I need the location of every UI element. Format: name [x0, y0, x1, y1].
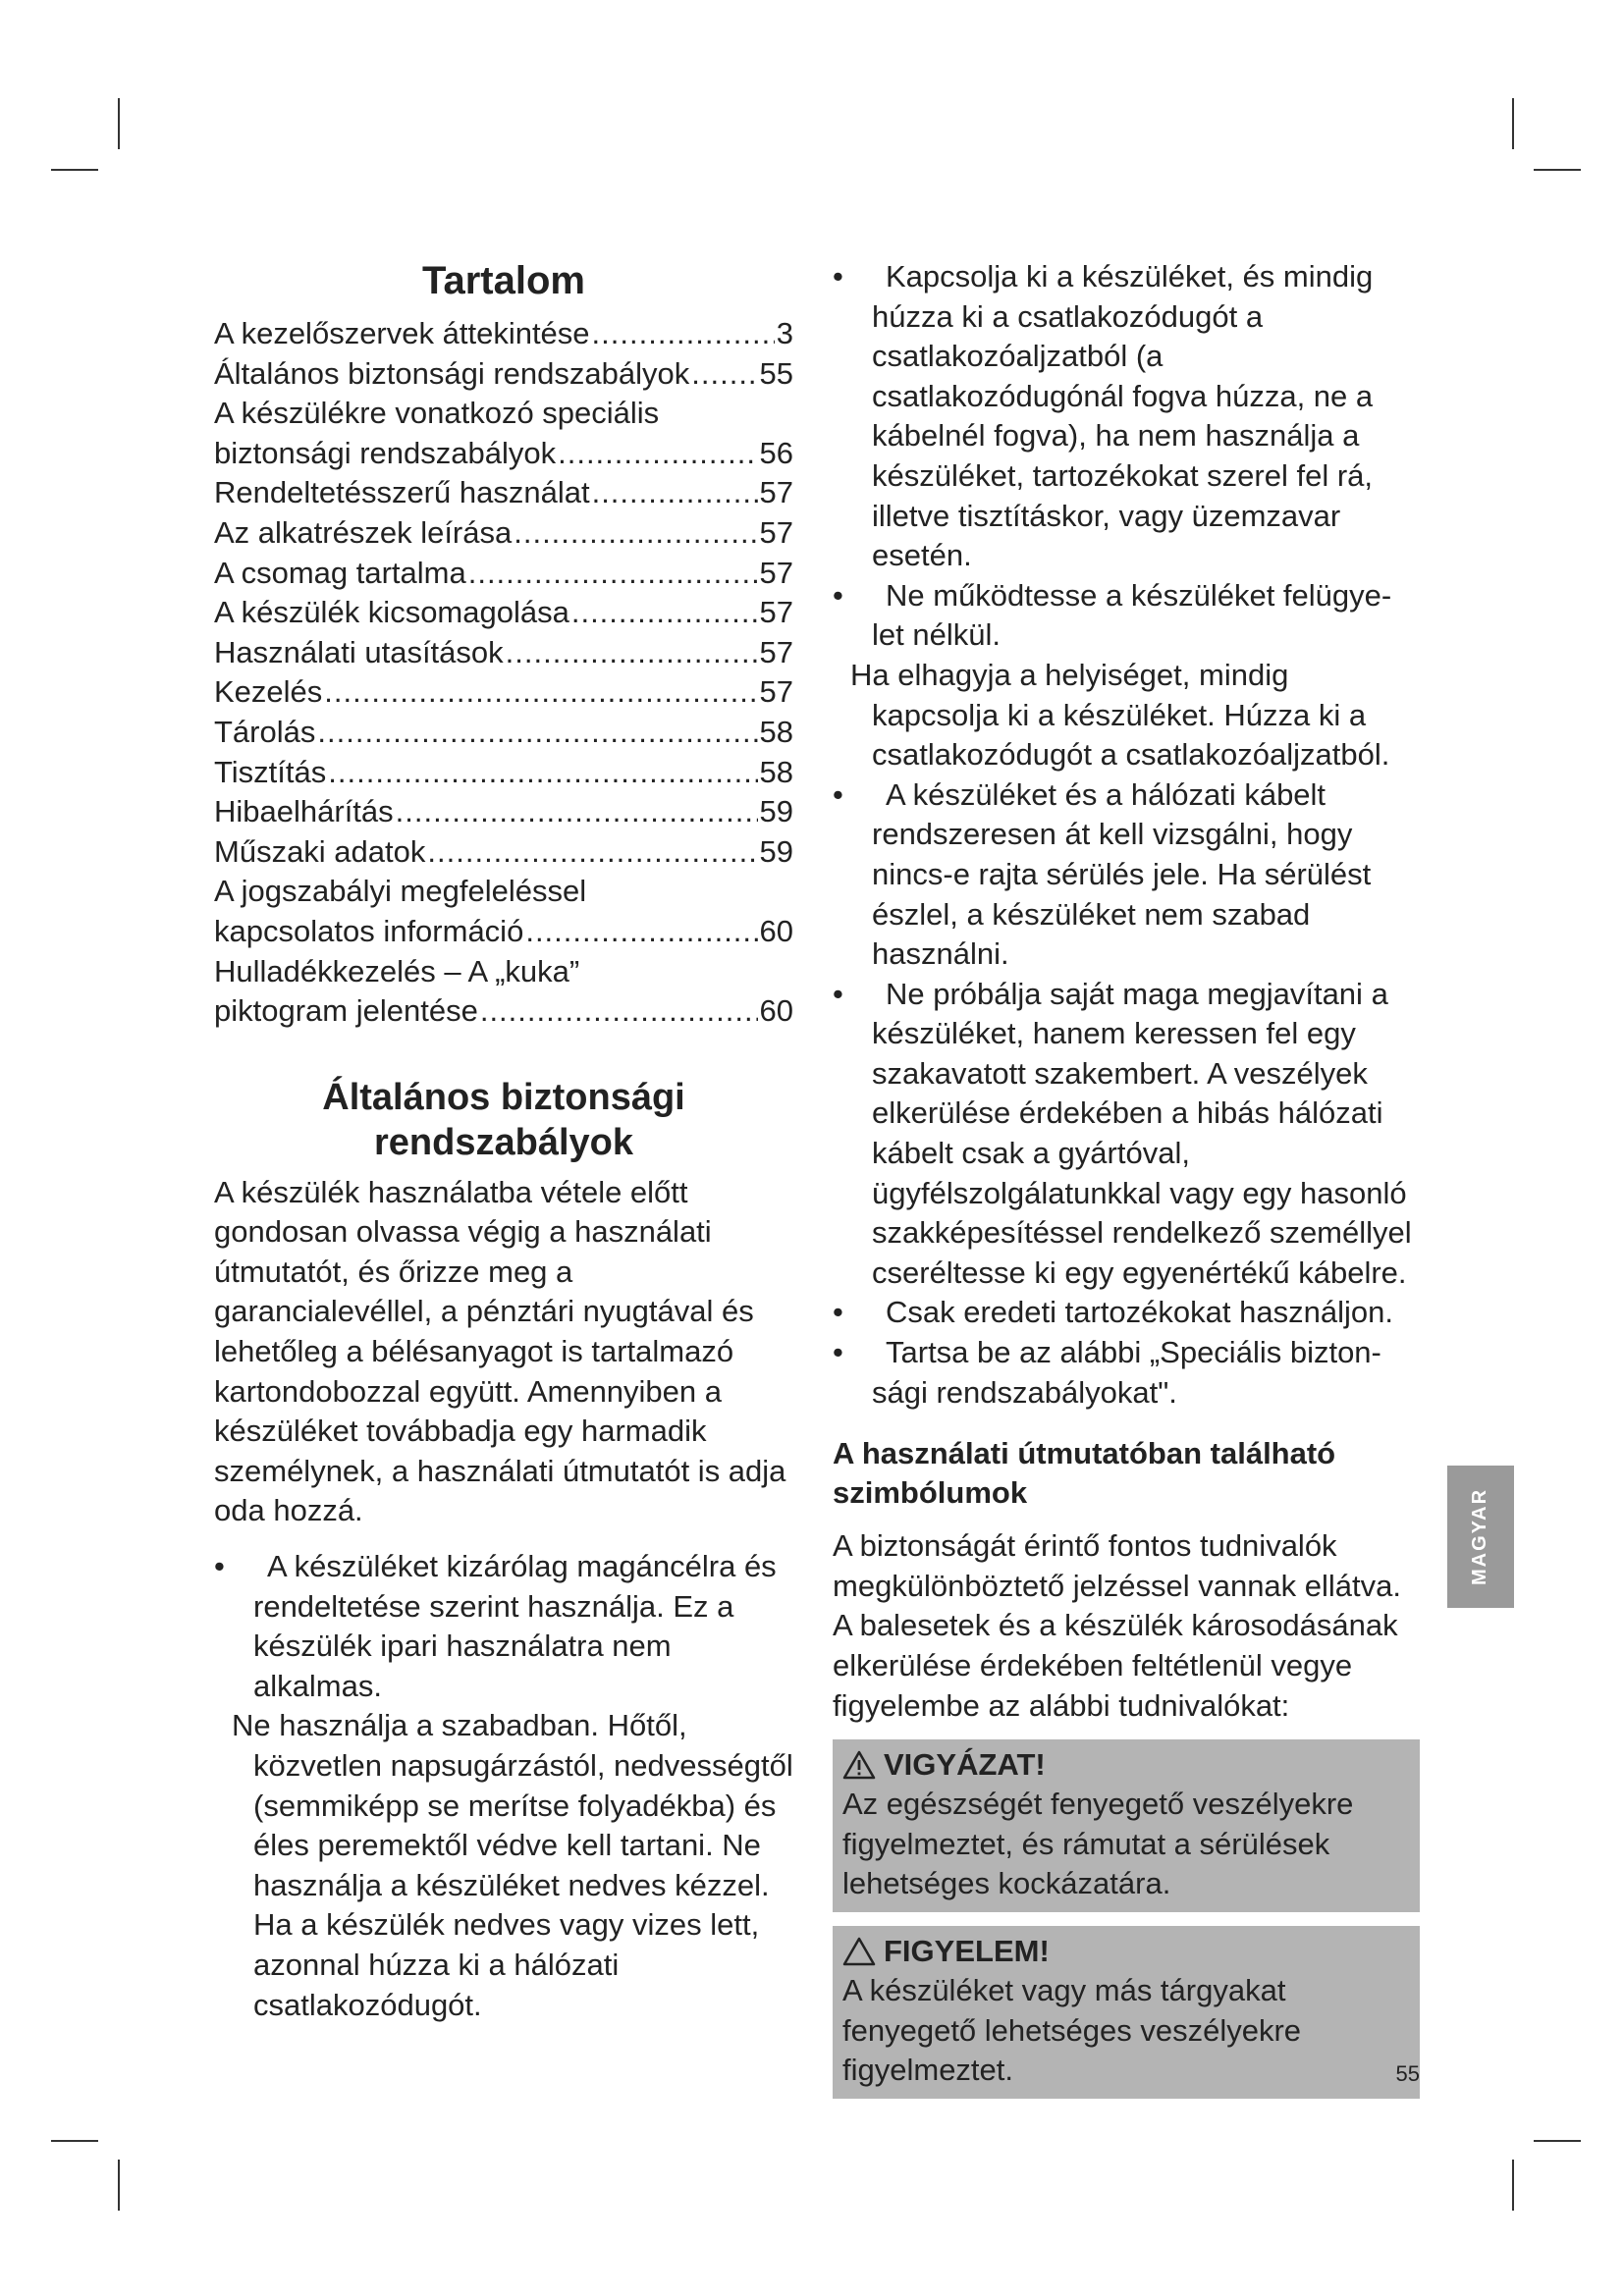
caution-triangle-icon: [842, 1937, 876, 1966]
toc-entry[interactable]: A csomag tartalma ..... 57: [214, 554, 793, 594]
crop-mark: [51, 169, 98, 171]
crop-mark: [1534, 2140, 1581, 2142]
toc-title: Tartalom: [422, 259, 585, 302]
safety-heading: Általános biztonsági rendszabályok: [322, 1076, 685, 1163]
language-tab-label: MAGYAR: [1469, 1487, 1491, 1586]
toc-entry[interactable]: A készülék kicsomagolása ..... 57: [214, 593, 793, 633]
bullet-item: • Tartsa be az alábbi „Speciális bizton- sági rendszabályokat".: [833, 1335, 1381, 1410]
left-column: [214, 257, 793, 2025]
toc-entry[interactable]: Rendeltetésszerű használat ..... 57: [214, 473, 793, 513]
toc-entry[interactable]: Használati utasítások ..... 57: [214, 633, 793, 673]
crop-mark: [1512, 2160, 1514, 2211]
symbols-intro: A biztonságát érintő fontos tudnivalók megkülönböztető jelzéssel vannak ellátva. A balesetek és a készülék károsodásának elkerülése érdekében feltétlenül vegye figyelembe az alábbi tudnivalókat:: [833, 1528, 1402, 1723]
toc-entry[interactable]: biztonsági rendszabályok ..... 56: [214, 434, 793, 474]
safety-intro: A készülék használatba vétele előtt gondosan olvassa végig a használati útmutatót, és őrizze meg a garancialevéllel, a pénztári nyugtával és lehetőleg a bélésanyagot is tartalmazó kartondobozzal együtt. Amennyiben a készüléket továbbadja egy harmadik személynek, a használati útmutatót is adja oda hozzá.: [214, 1174, 786, 1528]
bullet-mark: •: [214, 1549, 225, 1584]
toc-entry[interactable]: Tisztítás ..... 58: [214, 753, 793, 793]
bullet-item: • Ne működtesse a készüléket felügye- let nélkül.: [833, 577, 1392, 653]
bullet-mark: •: [833, 976, 843, 1011]
warning-text: Az egészségét fenyegető veszélyekre figyelmeztet, és rámutat a sérülések lehetséges kockázatára.: [842, 1787, 1354, 1901]
toc-entry[interactable]: Az alkatrészek leírása ..... 57: [214, 513, 793, 554]
bullet-item: • A készüléket kizárólag magáncélra és rendeltetése szerint használja. Ez a készülék ipari használatra nem alkalmas.: [214, 1549, 777, 1703]
toc-entry[interactable]: A kezelőszervek áttekintése ..... 3: [214, 314, 793, 354]
bullet-continuation: Ha elhagyja a helyiséget, mindig kapcsolja ki a készüléket. Húzza ki a csatlakozódugót a csatlakozóaljzatból.: [850, 657, 1390, 773]
toc-entry[interactable]: Hulladékkezelés – A „kuka”: [214, 953, 580, 988]
bullet-item: • Ne próbálja saját maga megjavítani a készüléket, hanem keressen fel egy szakavatott szakembert. A veszélyek elkerülése érdekében a hibás hálózati kábelt csak a gyártóval, ügyfélszolgálatunkkal vagy egy hasonló szakképesítéssel rendelkező személlyel cseréltesse ki egy egyenértékű kábelre.: [833, 976, 1412, 1290]
bullet-mark: •: [833, 259, 843, 294]
caution-text: A készüléket vagy más tárgyakat fenyegető lehetséges veszélyekre figyelmeztet.: [842, 1972, 1302, 2088]
crop-mark: [118, 2160, 120, 2211]
toc-entry[interactable]: Hibaelhárítás ..... 59: [214, 792, 793, 832]
bullet-item: • Kapcsolja ki a készüléket, és mindig húzza ki a csatlakozódugót a csatlakozóaljzatból (a csatlakozódugónál fogva húzza, ne a kábelnél fogva), ha nem használja a készüléket, tartozékokat szerel fel rá, illetve tisztításkor, vagy üzemzavar esetén.: [833, 259, 1374, 573]
crop-mark: [51, 2140, 98, 2142]
bullet-mark: •: [833, 1335, 843, 1370]
warning-triangle-icon: [842, 1750, 876, 1780]
toc-entry[interactable]: Tárolás ..... 58: [214, 713, 793, 753]
toc-entry[interactable]: piktogram jelentése ..... 60: [214, 991, 793, 1032]
toc-entry[interactable]: Műszaki adatok ..... 59: [214, 832, 793, 873]
bullet-item: • A készüléket és a hálózati kábelt rendszeresen át kell vizsgálni, hogy nincs-e rajta sérülés jele. Ha sérülést észlel, a készüléket nem szabad használni.: [833, 776, 1372, 972]
bullet-continuation: Ne használja a szabadban. Hőtől, közvetlen napsugárzástól, nedvességtől (semmiképp se merítse folyadékba) és éles peremektől védve kell tartani. Ne használja a készüléket nedves kézzel. Ha a készülék nedves vagy vizes lett, azonnal húzza ki a hálózati csatlakozódugót.: [232, 1708, 793, 2022]
warning-title: VIGYÁZAT!: [884, 1747, 1046, 1783]
crop-mark: [1512, 98, 1514, 149]
toc-entry[interactable]: kapcsolatos információ ..... 60: [214, 912, 793, 952]
crop-mark: [118, 98, 120, 149]
bullet-item: • Csak eredeti tartozékokat használjon.: [833, 1293, 1420, 1333]
toc-entry[interactable]: Általános biztonsági rendszabályok ..... 55: [214, 354, 793, 395]
toc-list: [214, 314, 793, 1032]
caution-title: FIGYELEM!: [884, 1933, 1050, 1968]
bullet-mark: •: [833, 1295, 843, 1330]
bullet-mark: •: [833, 577, 843, 613]
warning-box: [833, 1739, 1420, 1912]
bullet-mark: •: [833, 776, 843, 812]
toc-entry[interactable]: A jogszabályi megfeleléssel: [214, 874, 587, 909]
symbols-heading: A használati útmutatóban található szimbólumok: [833, 1436, 1336, 1511]
toc-entry[interactable]: Kezelés ..... 57: [214, 672, 793, 713]
language-tab: [1447, 1466, 1514, 1608]
caution-box: [833, 1926, 1420, 2099]
toc-entry[interactable]: A készülékre vonatkozó speciális: [214, 396, 660, 431]
crop-mark: [1534, 169, 1581, 171]
right-column: [833, 257, 1420, 2099]
page-number: 55: [1395, 2061, 1420, 2086]
